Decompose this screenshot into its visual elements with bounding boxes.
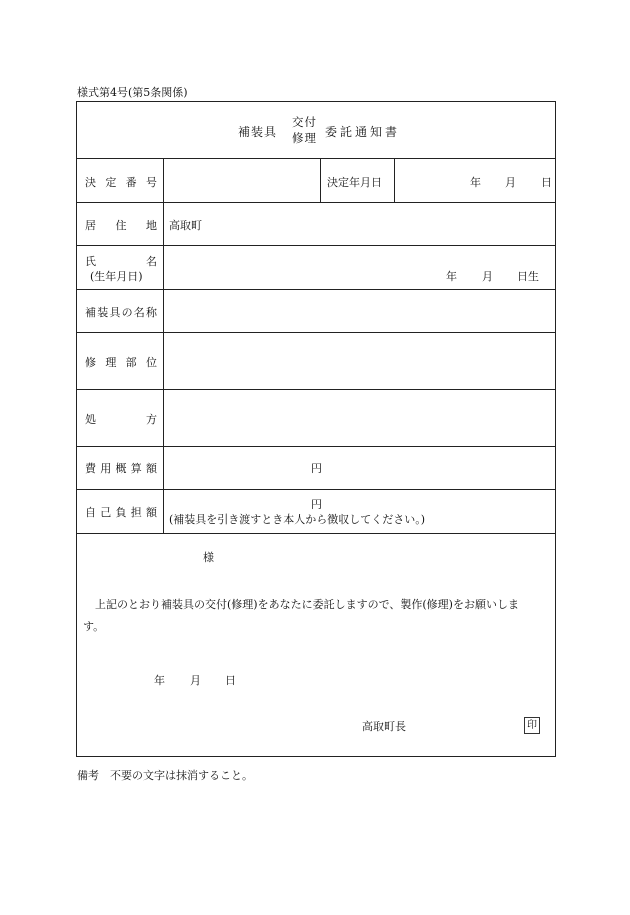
title-prefix: 補装具 bbox=[238, 125, 278, 139]
address-label: 居 住 地 bbox=[85, 219, 157, 232]
birth-month: 月 bbox=[482, 270, 493, 283]
birth-day: 日生 bbox=[517, 270, 539, 283]
title-option-repair: 修理 bbox=[292, 131, 317, 145]
label-column-divider bbox=[163, 158, 164, 533]
cost-estimate-unit: 円 bbox=[311, 462, 322, 475]
decision-date-day: 日 bbox=[541, 176, 552, 189]
decision-number-label: 決 定 番 号 bbox=[85, 176, 157, 189]
notice-message-line1: 上記のとおり補装具の交付(修理)をあなたに委託しますので、製作(修理)をお願いしま bbox=[95, 598, 519, 611]
decision-date-divider bbox=[320, 158, 321, 202]
title-suffix: 委託通知書 bbox=[325, 125, 401, 139]
issue-date-day: 日 bbox=[225, 674, 236, 687]
row-divider bbox=[77, 289, 555, 290]
row-divider bbox=[77, 446, 555, 447]
decision-date-label: 決定年月日 bbox=[327, 176, 382, 189]
address-value: 高取町 bbox=[169, 219, 202, 232]
row-divider bbox=[77, 202, 555, 203]
birth-date-label: (生年月日) bbox=[90, 270, 143, 283]
issuer-name: 高取町長 bbox=[362, 720, 406, 733]
row-divider bbox=[77, 389, 555, 390]
decision-date-month: 月 bbox=[505, 176, 516, 189]
prescription-label: 処 方 bbox=[85, 413, 157, 426]
name-label: 氏 名 bbox=[85, 255, 157, 268]
issue-date-year: 年 bbox=[154, 674, 165, 687]
decision-date-divider bbox=[394, 158, 395, 202]
self-pay-label: 自 己 負 担 額 bbox=[85, 506, 157, 519]
repair-part-label: 修 理 部 位 bbox=[85, 356, 157, 369]
issue-date-month: 月 bbox=[190, 674, 201, 687]
notice-form bbox=[76, 101, 556, 757]
row-divider bbox=[77, 533, 555, 534]
addressee-suffix: 様 bbox=[203, 551, 214, 564]
row-divider bbox=[77, 158, 555, 159]
seal-mark: 印 bbox=[524, 717, 540, 734]
footnote: 備考 不要の文字は抹消すること。 bbox=[77, 769, 253, 782]
self-pay-note: (補装具を引き渡すとき本人から徴収してください。) bbox=[169, 513, 426, 526]
row-divider bbox=[77, 489, 555, 490]
row-divider bbox=[77, 245, 555, 246]
cost-estimate-label: 費 用 概 算 額 bbox=[85, 462, 157, 475]
title-option-issue: 交付 bbox=[292, 115, 317, 129]
device-name-label: 補 装 具 の 名 称 bbox=[85, 306, 157, 319]
birth-year: 年 bbox=[446, 270, 457, 283]
row-divider bbox=[77, 332, 555, 333]
notice-message-line2: す。 bbox=[83, 620, 105, 633]
form-number: 様式第4号(第5条関係) bbox=[77, 86, 188, 99]
self-pay-unit: 円 bbox=[311, 498, 322, 511]
decision-date-year: 年 bbox=[470, 176, 481, 189]
